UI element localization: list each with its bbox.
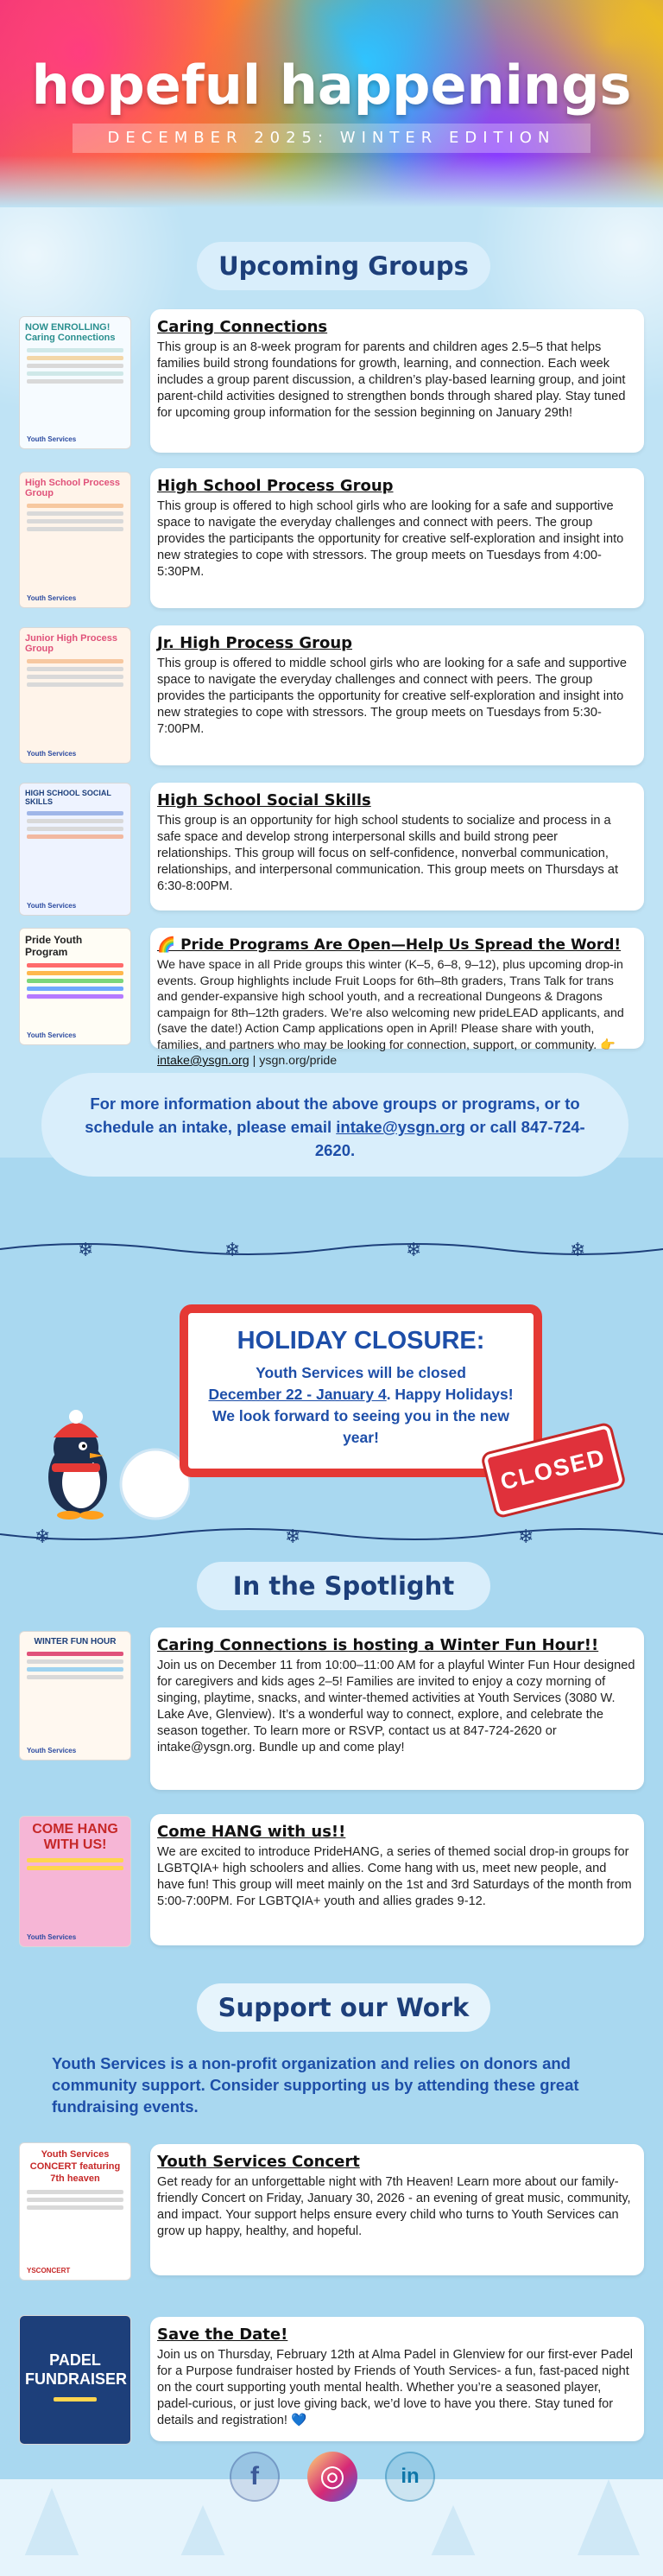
padel-body: Join us on Thursday, February 12th at Alma Padel in Glenview for our first-ever Padel for a Purpose fundraiser hosted by Friends of Youth Services- a fun, fast-paced night on the court supporting youth mental health. Whether you’re a seasoned player, padel-curious, or just love giving back, we’d love to have you there. Stay tuned for details and registration! 💙 — [157, 2348, 634, 2427]
caring-connections-title[interactable]: Caring Connections — [157, 318, 328, 336]
social-skills-card — [150, 783, 644, 910]
flyer-label: NOW ENROLLING! Caring Connections — [25, 322, 116, 343]
padel-title[interactable]: Save the Date! — [157, 2325, 288, 2344]
flyer-label: Junior High Process Group — [25, 633, 117, 654]
svg-text:❄: ❄ — [406, 1240, 422, 1261]
jr-high-process-card — [150, 625, 644, 765]
youth-services-logo-icon: Youth Services — [27, 594, 77, 602]
upcoming-groups-heading: Upcoming Groups — [197, 242, 490, 290]
high-school-process-title[interactable]: High School Process Group — [157, 477, 394, 495]
jr-high-process-body: This group is offered to middle school girls who are looking for a safe and supportive space to navigate the everyday challenges and connect with peers. The group provides the participants the opportunity for creative self-exploration and insight into new strategies to cope with stressors. The group meets on Tuesdays from 5:30-7:00PM. — [157, 657, 628, 736]
come-hang-flyer[interactable] — [19, 1816, 131, 1947]
social-skills-body: This group is an opportunity for high school students to socialize and process in a safe space and develop strong interpersonal skills and build strong peer relationships. This group will focus on self-confidence, nonverbal communication, relationships, and interpersonal communication. This group meets on Thursdays at 6:30-8:00PM. — [157, 814, 619, 893]
svg-text:❄: ❄ — [518, 1526, 534, 1548]
youth-services-logo-icon: Youth Services — [27, 750, 77, 758]
svg-text:❄: ❄ — [78, 1240, 94, 1261]
closure-dates: December 22 - January 4 — [208, 1386, 387, 1403]
winter-fun-hour-flyer[interactable] — [19, 1631, 131, 1761]
flyer-label: High School Process Group — [25, 478, 121, 498]
pride-programs-text: We have space in all Pride groups this winter (K–5, 6–8, 9–12), plus upcoming drop-in events. Group highlights include Fruit Loops for 6th–8th graders, Trans Talk for trans and gender-expansive high school youth, and a recreational Dungeons & Dragons campaign for 8th–12th graders. We’re also welcoming new prideLEAD applicants, and (save the date!) Action Camp applications open in April! Please share with youth, families, and partners who may be looking for connection, support, or community. 👉 — [157, 958, 624, 1052]
youth-services-logo-icon: Youth Services — [27, 902, 77, 910]
facebook-glyph: f — [250, 2462, 259, 2490]
concert-title[interactable]: Youth Services Concert — [157, 2153, 360, 2171]
closure-line-2: . Happy Holidays! We look forward to seeing you in the new year! — [212, 1386, 514, 1446]
pride-programs-body — [157, 957, 635, 1069]
closed-sign: CLOSED — [483, 1424, 624, 1516]
high-school-process-flyer[interactable] — [19, 472, 131, 608]
closure-line-1: Youth Services will be closed — [256, 1364, 466, 1381]
support-intro: Youth Services is a non-profit organization and relies on donors and community support. Consider supporting us by attending these great fundraising events. — [52, 2054, 579, 2116]
youth-services-logo-icon: Youth Services — [27, 1747, 77, 1754]
social-skills-flyer[interactable] — [19, 783, 131, 916]
padel-card — [150, 2317, 644, 2441]
spotlight-heading: In the Spotlight — [197, 1562, 490, 1610]
intake-email-link[interactable]: intake@ysgn.org — [336, 1118, 465, 1136]
svg-text:❄: ❄ — [35, 1526, 51, 1548]
flyer-label: COME HANG WITH US! — [32, 1822, 118, 1852]
caring-connections-card — [150, 309, 644, 453]
winter-fun-hour-body: Join us on December 11 from 10:00–11:00 AM for a playful Winter Fun Hour designed for caregivers and kids ages 2–5! Families are invited to enjoy a cozy morning of singing, playtime, snacks, and winter-themed activities at Youth Services (3080 W. Lake Ave, Glenview). It’s a wonderful way to connect, explore, and celebrate the season together. To learn more or RSVP, contact us at 847-724-2620 or intake@ysgn.org. Bundle up and come play! — [157, 1659, 635, 1754]
instagram-glyph: ◎ — [319, 2459, 345, 2492]
intake-info-tail: or call 847-724-2620. — [314, 1118, 585, 1159]
svg-text:❄: ❄ — [570, 1240, 586, 1261]
pride-link-text: | ysgn.org/pride — [252, 1054, 338, 1068]
linkedin-icon[interactable] — [385, 2452, 435, 2502]
intake-info-text: For more information about the above groups or programs, or to schedule an intake, please email — [85, 1094, 580, 1136]
pride-programs-title[interactable]: 🌈 Pride Programs Are Open—Help Us Spread the Word! — [157, 936, 622, 954]
winter-fun-hour-card — [150, 1627, 644, 1790]
penguin-snowball-icon — [26, 1408, 190, 1520]
flyer-label: Pride Youth Program — [25, 934, 83, 958]
linkedin-glyph: in — [401, 2465, 420, 2488]
header-banner — [0, 0, 663, 207]
support-heading: Support our Work — [197, 1983, 490, 2032]
youth-services-logo-icon: Youth Services — [27, 435, 77, 443]
pride-programs-card — [150, 928, 644, 1068]
concert-flyer[interactable] — [19, 2142, 131, 2281]
pride-intake-email-link[interactable]: intake@ysgn.org — [157, 1054, 249, 1068]
come-hang-body: We are excited to introduce PrideHANG, a series of themed social drop-in groups for LGBTQIA+ high schoolers and allies. Come hang with us, meet new people, and have fun! This group will meet mainly on the 1st and 3rd Saturdays of the month from 5:00-7:00PM. For LGBTQIA+ youth and allies grades 9-12. — [157, 1845, 632, 1908]
caring-connections-body: This group is an 8-week program for parents and children ages 2.5–5 that helps families build strong foundations for growth, learning, and connection. Each week includes a group parent discussion, a children’s play-based learning group, and joint parent-child activities designed to strengthen bonds through shared play. Stay tuned for upcoming group information for the session beginning on January 29th! — [157, 340, 626, 420]
flyer-label: HIGH SCHOOL SOCIAL SKILLS — [25, 789, 111, 806]
snowflake-garland-bottom — [0, 1522, 663, 1548]
concert-card — [150, 2144, 644, 2275]
edition-subtitle: DECEMBER 2025: WINTER EDITION — [73, 124, 590, 153]
social-skills-title[interactable]: High School Social Skills — [157, 791, 371, 809]
pride-youth-flyer[interactable] — [19, 928, 131, 1045]
caring-connections-flyer[interactable] — [19, 316, 131, 449]
high-school-process-card — [150, 468, 644, 608]
come-hang-title[interactable]: Come HANG with us!! — [157, 1823, 346, 1841]
snowflake-garland-top — [0, 1235, 663, 1261]
youth-services-logo-icon: Youth Services — [27, 1933, 77, 1941]
flyer-label: WINTER FUN HOUR — [34, 1637, 117, 1646]
high-school-process-body: This group is offered to high school girls who are looking for a safe and supportive space to navigate the everyday challenges and connect with peers. The group provides the participants the opportunity for creative self-exploration and insight into new strategies to cope with stressors. The group meets on Tuesdays from 4:00-5:30PM. — [157, 499, 624, 579]
instagram-icon[interactable] — [307, 2452, 357, 2502]
holiday-closure-text — [200, 1362, 521, 1449]
winter-fun-hour-title[interactable]: Caring Connections is hosting a Winter Fun Hour!! — [157, 1636, 599, 1654]
svg-text:❄: ❄ — [285, 1526, 301, 1548]
intake-info-box — [41, 1073, 628, 1177]
youth-services-logo-icon: Youth Services — [27, 1031, 77, 1039]
flyer-label: Youth Services CONCERT featuring 7th heaven — [29, 2149, 121, 2184]
concert-body: Get ready for an unforgettable night with 7th Heaven! Learn more about our family-friendly Concert on Friday, January 30, 2026 - an evening of great music, community, and impact. Your support helps ensure every child who turns to Youth Services can grow up happy, healthy, and hopeful. — [157, 2175, 631, 2238]
svg-text:❄: ❄ — [224, 1240, 241, 1261]
concert-website-text: YSCONCERT — [27, 2267, 71, 2275]
flyer-label: PADEL FUNDRAISER — [25, 2351, 128, 2388]
jr-high-process-title[interactable]: Jr. High Process Group — [157, 634, 353, 652]
newsletter-title: hopeful happenings — [31, 54, 632, 117]
padel-flyer[interactable] — [19, 2315, 131, 2445]
holiday-closure-box — [180, 1304, 542, 1477]
holiday-closure-title: HOLIDAY CLOSURE: — [237, 1327, 485, 1355]
come-hang-card — [150, 1814, 644, 1945]
jr-high-process-flyer[interactable] — [19, 627, 131, 764]
facebook-icon[interactable] — [230, 2452, 280, 2502]
